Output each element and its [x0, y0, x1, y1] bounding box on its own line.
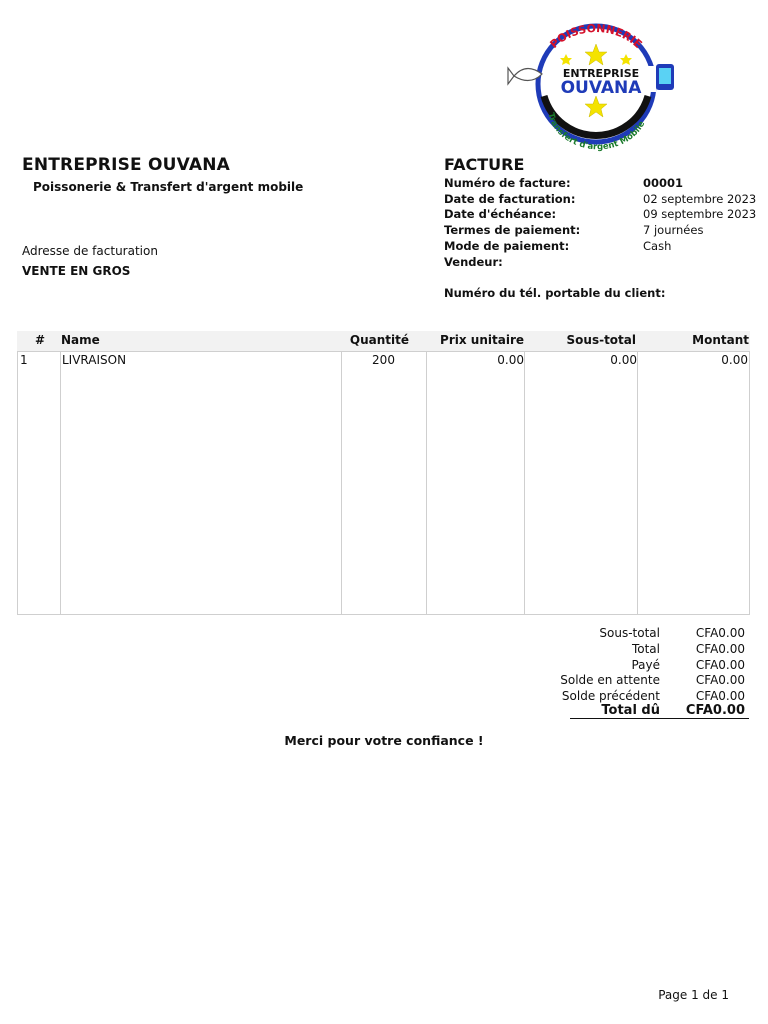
header-index: # — [35, 333, 46, 347]
total-due-value: CFA0.00 — [685, 703, 745, 718]
subtotal-label: Sous-total — [599, 626, 660, 640]
total-value: CFA0.00 — [695, 642, 745, 656]
company-logo — [496, 16, 708, 152]
invoice-title: FACTURE — [444, 155, 525, 174]
row-amount: 0.00 — [721, 353, 748, 367]
previous-balance-value: CFA0.00 — [695, 689, 745, 703]
payment-mode-value: Cash — [643, 239, 672, 253]
payment-mode-label: Mode de paiement: — [444, 239, 570, 253]
logo-emblem — [496, 16, 708, 152]
subtotal-value: CFA0.00 — [695, 626, 745, 640]
page-number: Page 1 de 1 — [658, 988, 729, 1002]
row-index: 1 — [20, 353, 28, 367]
company-name: ENTREPRISE OUVANA — [22, 155, 230, 175]
payment-terms-label: Termes de paiement: — [444, 223, 581, 237]
client-phone-label: Numéro du tél. portable du client: — [444, 286, 666, 300]
header-name: Name — [61, 333, 100, 347]
svg-text:OUVANA: OUVANA — [560, 78, 642, 98]
row-name: LIVRAISON — [62, 353, 127, 367]
table-body — [17, 351, 750, 615]
row-subtotal: 0.00 — [610, 353, 637, 367]
table-header — [17, 331, 750, 352]
header-unit-price: Prix unitaire — [440, 333, 524, 347]
pending-balance-label: Solde en attente — [560, 673, 660, 687]
total-label: Total — [631, 642, 660, 656]
invoice-number-label: Numéro de facture: — [444, 176, 571, 190]
svg-text:Transfert d'argent Mobile: Transfert d'argent Mobile — [545, 111, 648, 152]
header-subtotal: Sous-total — [566, 333, 636, 347]
company-subtitle: Poissonerie & Transfert d'argent mobile — [33, 180, 304, 194]
row-unit-price: 0.00 — [497, 353, 524, 367]
invoice-date-label: Date de facturation: — [444, 192, 576, 206]
svg-text:POISSONNERIE: POISSONNERIE — [547, 21, 645, 51]
row-quantity: 200 — [372, 353, 395, 367]
total-due-label: Total dû — [601, 703, 660, 718]
header-quantity: Quantité — [349, 333, 409, 347]
invoice-number-value: 00001 — [643, 176, 684, 190]
pending-balance-value: CFA0.00 — [695, 673, 745, 687]
invoice-date-value: 02 septembre 2023 — [643, 192, 757, 206]
header-amount: Montant — [692, 333, 749, 347]
due-date-value: 09 septembre 2023 — [643, 207, 757, 221]
total-divider — [570, 718, 749, 719]
previous-balance-label: Solde précédent — [561, 689, 660, 703]
seller-label: Vendeur: — [444, 255, 503, 269]
due-date-label: Date d'échéance: — [444, 207, 557, 221]
thank-you-message: Merci pour votre confiance ! — [284, 733, 484, 748]
payment-terms-value: 7 journées — [643, 223, 704, 237]
paid-label: Payé — [631, 658, 660, 672]
svg-text:ENTREPRISE: ENTREPRISE — [562, 67, 640, 80]
billing-address-value: VENTE EN GROS — [22, 264, 131, 278]
invoice-items-table — [17, 331, 750, 615]
billing-address-label: Adresse de facturation — [22, 244, 158, 258]
paid-value: CFA0.00 — [695, 658, 745, 672]
